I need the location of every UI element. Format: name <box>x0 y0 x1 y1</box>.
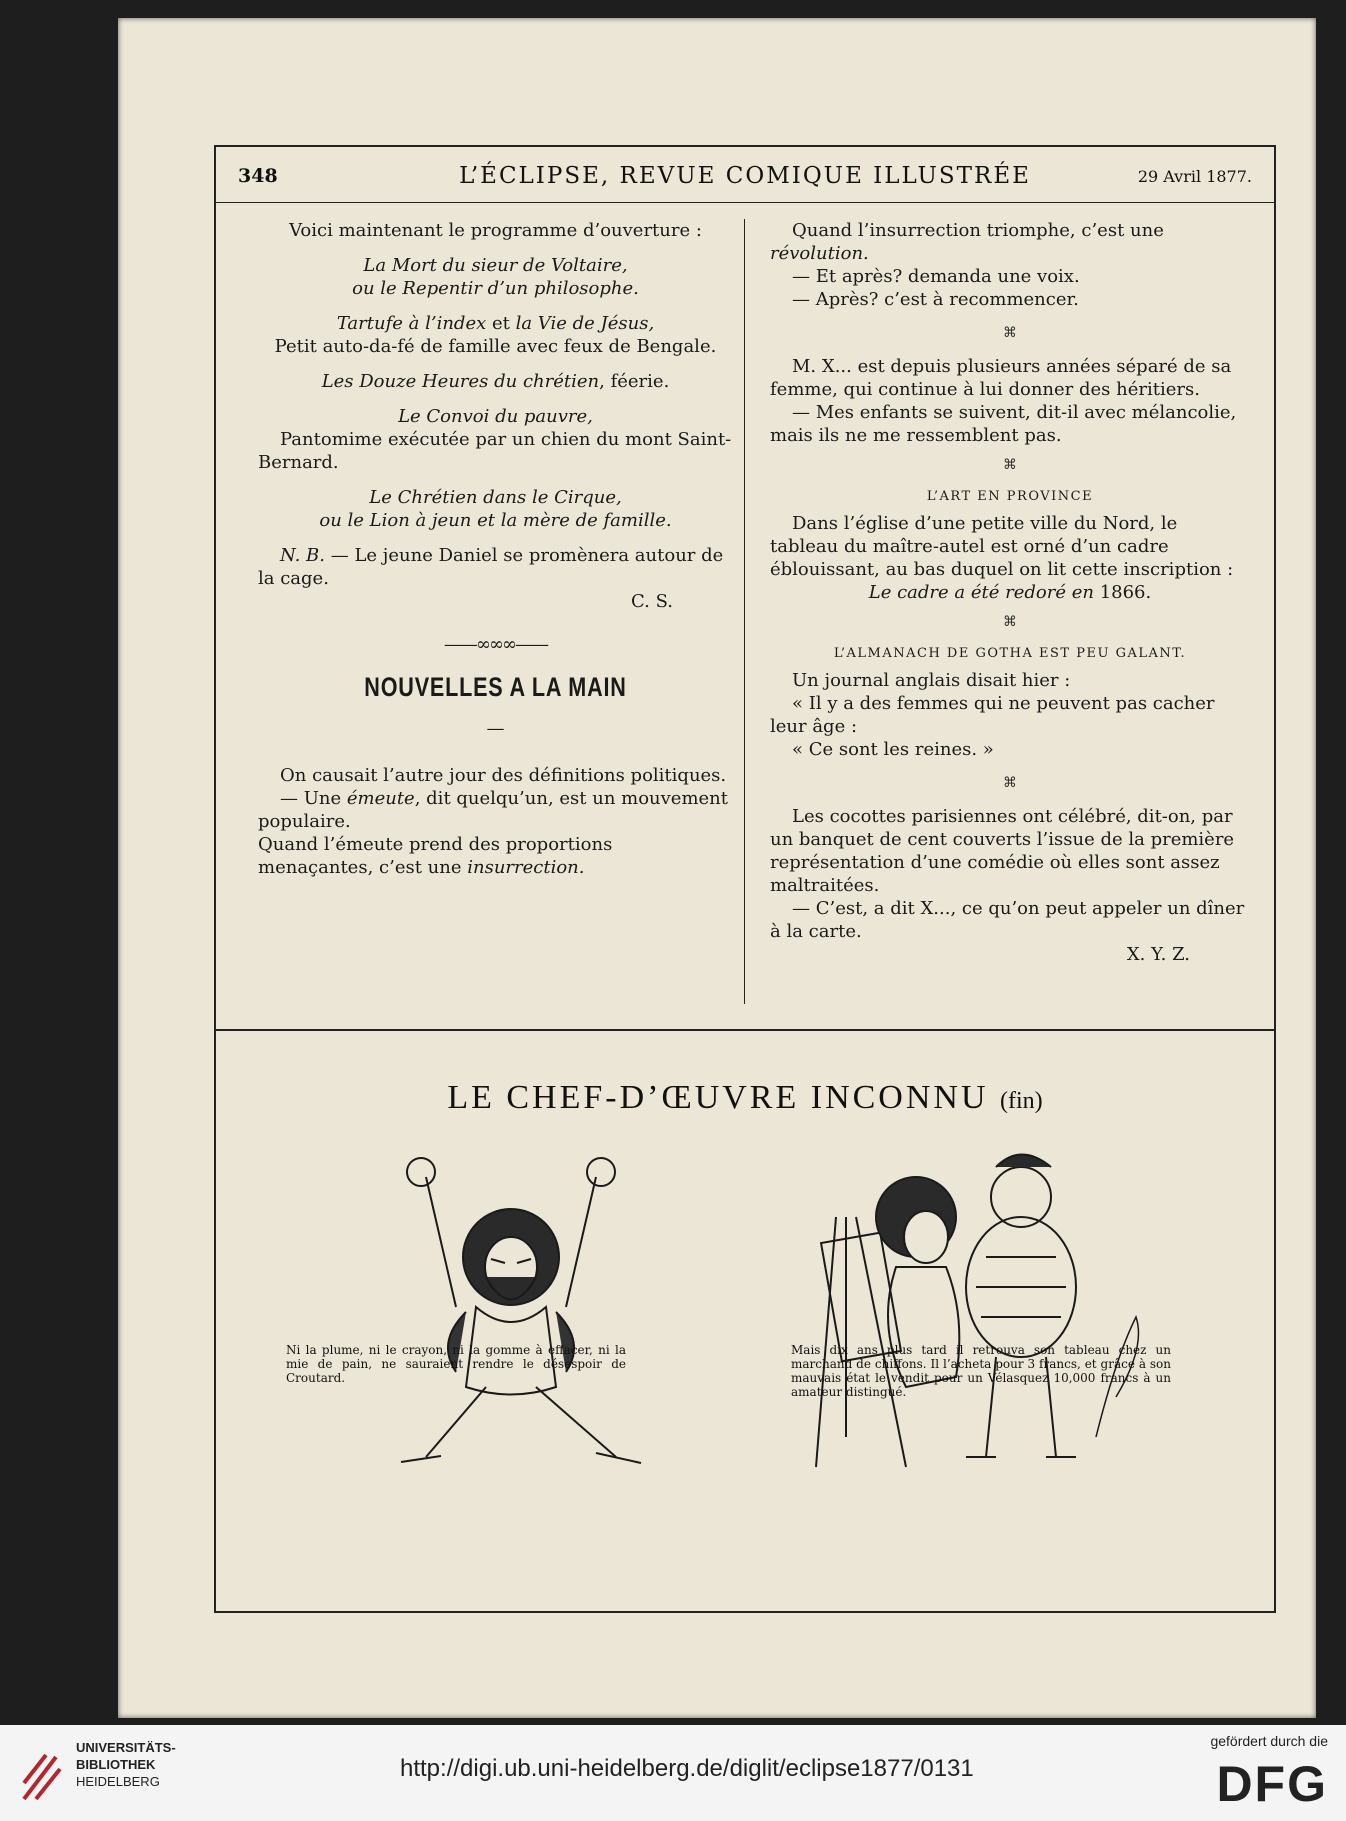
news-paragraph: On causait l’autre jour des définitions politiques. <box>280 765 727 786</box>
subheading: L’ART EN PROVINCE <box>926 489 1094 504</box>
right-column <box>770 219 1250 966</box>
subheading: L’ALMANACH DE GOTHA EST PEU GALANT. <box>833 646 1187 661</box>
news-paragraph: — Une émeute, dit quelqu’un, est un mouvement populaire. <box>258 788 729 832</box>
cartoon-separator <box>216 1029 1274 1031</box>
funded-by-label: gefördert durch die <box>1210 1733 1328 1749</box>
news-paragraph: — Mes enfants se suivent, dit-il avec mélancolie, mais ils ne me ressemblent pas. <box>770 402 1237 446</box>
running-header <box>216 165 1274 195</box>
caption-right: Mais dix ans plus tard il retrouva son tableau chez un marchand de chiffons. Il l’acheta pour 3 francs, et grâce à son mauvais état le vendit pour un Vélasquez 10,000 francs à un amateur distingué. <box>791 1343 1171 1399</box>
news-paragraph: Quand l’insurrection triomphe, c’est une révolution. <box>770 220 1164 264</box>
ornament-divider: ——∞∞∞—— <box>444 634 547 655</box>
news-paragraph: « Ce sont les reines. » <box>792 739 994 760</box>
page-number: 348 <box>238 165 278 187</box>
cartoon-title: LE CHEF-D’ŒUVRE INCONNU (fin) <box>447 1079 1043 1116</box>
fleuron-ornament: ⌘ <box>1003 325 1017 341</box>
programme-item: ou le Repentir d’un philosophe. <box>352 278 639 299</box>
news-paragraph: Les cocottes parisiennes ont célébré, dit-on, par un banquet de cent couverts l’issue de la première représentation d’une comédie où elles sont assez maltraitées. <box>770 806 1235 896</box>
fleuron-ornament: ⌘ <box>1003 614 1017 630</box>
issue-date: 29 Avril 1877. <box>1137 167 1252 186</box>
column-rule <box>744 219 745 1004</box>
page-frame <box>214 145 1276 1613</box>
newspaper-page <box>118 18 1316 1718</box>
dfg-logo[interactable]: DFG <box>1216 1756 1328 1812</box>
news-paragraph: Un journal anglais disait hier : <box>792 670 1071 691</box>
header-rule <box>216 202 1274 203</box>
programme-item: Pantomime exécutée par un chien du mont Saint-Bernard. <box>258 429 732 473</box>
artist-and-dealer-illustration <box>796 1137 1216 1497</box>
programme-item: Les Douze Heures du chrétien, féerie. <box>321 371 670 392</box>
programme-item: Le Chrétien dans le Cirque, <box>369 487 622 508</box>
news-paragraph: Quand l’émeute prend des proportions menaçantes, c’est une insurrection. <box>258 834 613 878</box>
programme-item: Tartufe à l’index et la Vie de Jésus, <box>336 313 655 334</box>
news-paragraph: Dans l’église d’une petite ville du Nord, le tableau du maître-autel est orné d’un cadre éblouissant, au bas duquel on lit cette inscription : <box>770 513 1234 580</box>
news-paragraph: — Après? c’est à recommencer. <box>792 289 1079 310</box>
inscription: Le cadre a été redoré en 1866. <box>868 582 1152 603</box>
news-paragraph: M. X... est depuis plusieurs années séparé de sa femme, qui continue à lui donner des héritiers. <box>770 356 1232 400</box>
despairing-artist-illustration <box>366 1147 696 1487</box>
signature: X. Y. Z. <box>1126 944 1190 965</box>
programme-item: La Mort du sieur de Voltaire, <box>363 255 628 276</box>
programme-item: Le Convoi du pauvre, <box>398 406 593 427</box>
fleuron-ornament: ⌘ <box>1003 457 1017 473</box>
news-paragraph: « Il y a des femmes qui ne peuvent pas cacher leur âge : <box>770 693 1215 737</box>
university-library-logo-icon <box>16 1737 64 1809</box>
nota-bene: N. B. — Le jeune Daniel se promènera autour de la cage. <box>258 545 724 589</box>
news-paragraph: — C’est, a dit X..., ce qu’on peut appeler un dîner à la carte. <box>770 898 1245 942</box>
publication-title: L’ÉCLIPSE, REVUE COMIQUE ILLUSTRÉE <box>459 163 1031 189</box>
caption-left: Ni la plume, ni le crayon, ni la gomme à effacer, ni la mie de pain, ne sauraient rendre le désespoir de Croutard. <box>286 1343 626 1385</box>
signature: C. S. <box>631 591 673 612</box>
viewer-footer <box>0 1725 1346 1821</box>
programme-item: Petit auto-da-fé de famille avec feux de Bengale. <box>274 336 717 357</box>
programme-item: ou le Lion à jeun et la mère de famille. <box>319 510 672 531</box>
programme-intro: Voici maintenant le programme d’ouverture : <box>289 220 702 241</box>
section-title: NOUVELLES A LA MAIN <box>364 672 627 702</box>
news-paragraph: — Et après? demanda une voix. <box>792 266 1080 287</box>
left-column <box>258 219 733 879</box>
fleuron-ornament: ⌘ <box>1003 775 1017 791</box>
dash-divider: — <box>486 718 505 739</box>
permalink-url[interactable]: http://digi.ub.uni-heidelberg.de/diglit/eclipse1877/0131 <box>400 1755 974 1782</box>
institution-name[interactable]: UNIVERSITÄTS- BIBLIOTHEK HEIDELBERG <box>76 1740 176 1789</box>
